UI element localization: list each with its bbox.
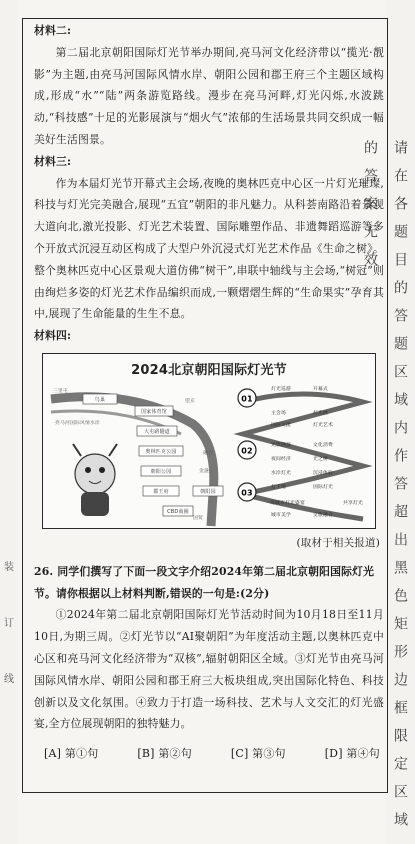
step-item: 光之树 — [313, 456, 328, 462]
site-label: 郡王府 — [153, 488, 169, 495]
step-item: 文化消费 — [313, 442, 333, 448]
site-label: 大屯路隧道 — [143, 428, 171, 435]
step-item: 夜间经济 — [271, 456, 291, 462]
step-item: 水岸灯光 — [271, 470, 291, 476]
option-a[interactable]: [A] 第①句 — [44, 747, 99, 761]
step-num: 01 — [241, 394, 253, 404]
step-item: 主会场 — [271, 410, 286, 416]
map-label: 融合 — [203, 450, 213, 456]
step-num: 02 — [241, 446, 253, 456]
option-d[interactable]: [D] 第④句 — [324, 747, 380, 761]
step-item: 开幕式 — [313, 386, 328, 392]
site-label: 朝阳园 — [200, 488, 216, 495]
answer-options — [34, 743, 384, 765]
step-item: 城市美学 — [271, 512, 291, 518]
binding-mark: 装 — [4, 562, 14, 573]
side-instruction: 请在各题目的答题区域内作答超出黑色矩形边框限定区域的答案无效 — [362, 140, 408, 840]
step-item: 灯光巡游 — [271, 386, 291, 392]
question-passage: ①2024年第二届北京朝阳国际灯光节活动时间为10月18日至11月10日,为期三周。②灯光节以“AI聚朝阳”为年度活动主题,以奥林匹克中心区和亮马河文化经济带为“双核”,辐射朝阳区全域。③灯光节由亮马河国际风情水岸、朝阳公园和郡王府三大板块组成,突出国际化特色、科技创新以及文化氛围。④致力于打造一场科技、艺术与人文交汇的灯光盛宴,全方位展现朝阳的独特魅力。 — [34, 608, 384, 731]
binding-mark: 线 — [4, 674, 14, 685]
infographic-svg — [43, 354, 375, 528]
map-label: 金盏 — [199, 468, 209, 474]
mascot-illustration — [73, 444, 117, 516]
site-label: 鸟巢 — [94, 396, 106, 403]
material2-heading: 材料二: — [34, 24, 72, 37]
material4-heading: 材料四: — [34, 329, 72, 343]
map-label: 三里屯 — [53, 388, 68, 394]
figure-title: 2024北京朝阳国际灯光节 — [131, 362, 287, 378]
option-b[interactable]: [B] 第②句 — [137, 747, 192, 761]
step-item: 灯光展 — [313, 410, 328, 416]
step-item: 灯光艺术 — [313, 422, 333, 428]
figure-caption: (取材于相关报道) — [296, 536, 380, 549]
step-item: 光影展演 — [271, 442, 291, 448]
festival-infographic — [42, 353, 376, 529]
material3-text: 作为本届灯光节开幕式主会场,夜晚的奥林匹克中心区一片灯光璀璨,科技与灯光完美融合,展现“五宜”朝阳的非凡魅力。从科荟南路沿着景观大道向北,激光投影、灯光艺术装置、国际雕塑作品、非遗舞蹈巡游等多个开放式沉浸互动区构成了大型户外沉浸式灯光艺术作品《生命之树》。整个奥林匹克中心区景观大道仿佛“树干”,串联中轴线与主会场,“树冠”则由绚烂多姿的灯光艺术作品编织而成,一颗熠熠生辉的“生命果实”孕育其中,展现了生命能量的生生不息。 — [34, 176, 384, 321]
timeline — [235, 382, 369, 522]
material2-text: 第二届北京朝阳国际灯光节举办期间,亮马河文化经济带以“揽光·靓影”为主题,由亮马河国际风情水岸、朝阳公园和郡王府三个主题区域构成,形成“水”“陆”两条游览路线。漫步在亮马河畔,灯光闪烁,水波跳动,“科技感”十足的光影展演与“烟火气”浓郁的生活场景共同交织成一幅美好生活图景。 — [34, 45, 384, 146]
exam-content — [34, 20, 384, 765]
step-item: 国际交流 — [271, 422, 291, 428]
step-item: 一场城市灯光盛宴 — [265, 500, 305, 506]
option-c[interactable]: [C] 第③句 — [230, 747, 286, 761]
site-label: 国家体育馆 — [140, 408, 168, 415]
question-title: 26. 同学们撰写了下面一段文字介绍2024年第二届北京朝阳国际灯光节。请你根据以上材料判断,错误的一句是:(2分) — [34, 564, 375, 600]
step-num: 03 — [241, 488, 253, 498]
site-label: 奥林匹克公园 — [145, 448, 177, 455]
site-label: 朝阳公园 — [150, 468, 172, 475]
step-item: 国际灯光 — [313, 484, 333, 490]
map-label: 国贸 — [193, 515, 203, 521]
step-item: 文旅融合 — [313, 512, 333, 518]
map-label: 望京 — [185, 398, 195, 404]
step-item: 沉浸体验 — [313, 470, 333, 476]
binding-marks — [4, 560, 16, 688]
site-label: CBD商圈 — [167, 508, 189, 515]
binding-mark: 订 — [4, 618, 14, 629]
material3-heading: 材料三: — [34, 154, 72, 168]
map-label: 亮马河国际风情水岸 — [55, 420, 100, 426]
step-item: 共享灯光 — [343, 500, 363, 506]
step-item: 打卡地 — [271, 484, 286, 490]
